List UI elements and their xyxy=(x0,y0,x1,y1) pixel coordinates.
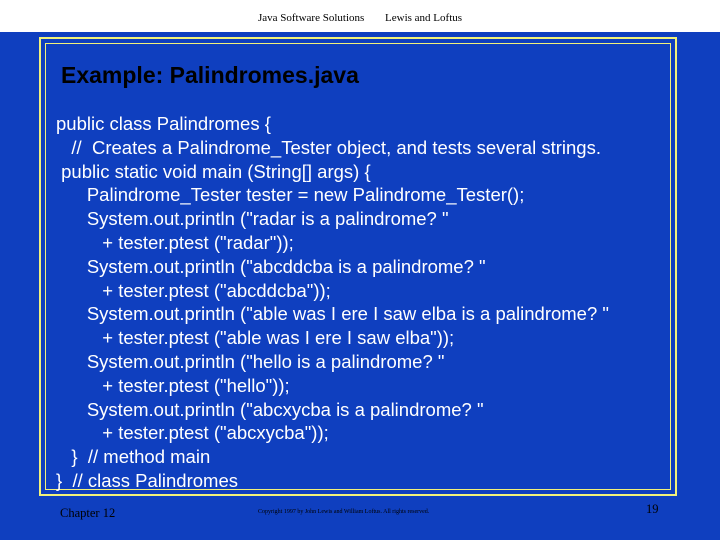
code-line: Palindrome_Tester tester = new Palindrome_Tester(); xyxy=(56,184,525,206)
code-line: System.out.println ("able was I ere I saw elba is a palindrome? " xyxy=(56,303,609,325)
copyright-notice: Copyright 1997 by John Lewis and William Loftus. All rights reserved. xyxy=(258,509,430,515)
chapter-label: Chapter 12 xyxy=(60,506,116,520)
code-line: public static void main (String[] args) { xyxy=(56,160,371,182)
code-line: System.out.println ("radar is a palindrome? " xyxy=(56,208,449,230)
page-header xyxy=(0,12,720,24)
page-number: 19 xyxy=(646,502,659,516)
code-line: + tester.ptest ("abcddcba")); xyxy=(56,279,331,301)
code-block xyxy=(56,112,609,493)
code-line: + tester.ptest ("abcxycba")); xyxy=(56,422,329,444)
code-line: } // method main xyxy=(56,446,211,468)
slide-title: Example: Palindromes.java xyxy=(61,62,359,88)
code-line: + tester.ptest ("able was I ere I saw elba")); xyxy=(56,327,455,349)
code-line: System.out.println ("abcxycba is a palindrome? " xyxy=(56,398,484,420)
code-line: } // class Palindromes xyxy=(56,469,238,491)
slide xyxy=(0,32,720,540)
code-line: + tester.ptest ("hello")); xyxy=(56,374,290,396)
code-line: System.out.println ("abcddcba is a palindrome? " xyxy=(56,255,486,277)
code-line: + tester.ptest ("radar")); xyxy=(56,231,294,253)
book-title: Java Software Solutions xyxy=(257,12,365,24)
code-line: public class Palindromes { xyxy=(56,113,271,134)
code-line: System.out.println ("hello is a palindrome? " xyxy=(56,350,445,372)
authors: Lewis and Loftus xyxy=(385,12,463,24)
code-line: // Creates a Palindrome_Tester object, and tests several strings. xyxy=(56,136,601,158)
